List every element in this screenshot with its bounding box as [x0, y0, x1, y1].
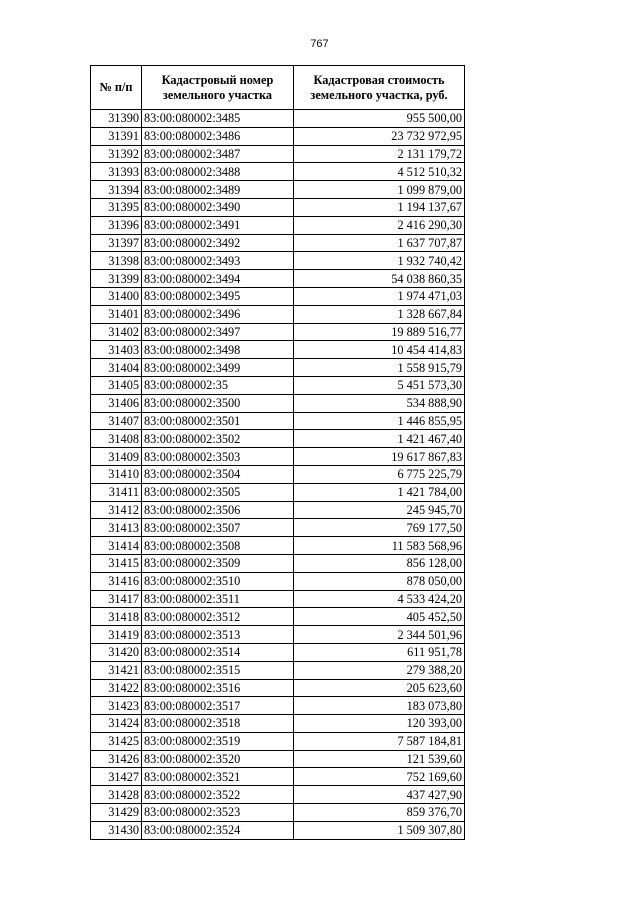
table-row [91, 430, 465, 448]
cadastral-number-cell: 83:00:080002:3507 [142, 519, 294, 537]
cadastral-value-cell: 120 393,00 [294, 715, 465, 733]
cadastral-number-cell: 83:00:080002:3522 [142, 786, 294, 804]
table-row [91, 501, 465, 519]
table-row [91, 821, 465, 839]
cadastral-number-cell: 83:00:080002:3501 [142, 412, 294, 430]
cadastral-number-cell: 83:00:080002:3496 [142, 305, 294, 323]
row-number-cell: 31414 [91, 537, 142, 555]
cadastral-number-cell: 83:00:080002:3487 [142, 145, 294, 163]
cadastral-value-cell: 279 388,20 [294, 661, 465, 679]
cadastral-value-cell: 1 509 307,80 [294, 821, 465, 839]
cadastral-number-cell: 83:00:080002:3490 [142, 198, 294, 216]
cadastral-value-cell: 955 500,00 [294, 110, 465, 128]
row-number-cell: 31416 [91, 572, 142, 590]
cadastral-value-cell: 183 073,80 [294, 697, 465, 715]
cadastral-value-cell: 54 038 860,35 [294, 270, 465, 288]
row-number-cell: 31418 [91, 608, 142, 626]
row-number-cell: 31402 [91, 323, 142, 341]
cadastral-value-cell: 5 451 573,30 [294, 376, 465, 394]
table-row [91, 252, 465, 270]
cadastral-value-cell: 1 421 784,00 [294, 483, 465, 501]
table-row [91, 110, 465, 128]
cadastral-number-cell: 83:00:080002:3505 [142, 483, 294, 501]
cadastral-value-cell: 2 416 290,30 [294, 216, 465, 234]
cadastral-number-cell: 83:00:080002:3517 [142, 697, 294, 715]
table-row [91, 394, 465, 412]
cadastral-value-cell: 534 888,90 [294, 394, 465, 412]
row-number-cell: 31425 [91, 732, 142, 750]
table-row [91, 323, 465, 341]
row-number-cell: 31399 [91, 270, 142, 288]
row-number-cell: 31429 [91, 804, 142, 822]
row-number-cell: 31401 [91, 305, 142, 323]
cadastral-value-cell: 1 974 471,03 [294, 287, 465, 305]
cadastral-value-cell: 10 454 414,83 [294, 341, 465, 359]
row-number-cell: 31430 [91, 821, 142, 839]
cadastral-number-cell: 83:00:080002:3513 [142, 626, 294, 644]
page-number: 767 [310, 38, 329, 50]
cadastral-value-cell: 437 427,90 [294, 786, 465, 804]
cadastral-value-cell: 752 169,60 [294, 768, 465, 786]
cadastral-number-cell: 83:00:080002:3515 [142, 661, 294, 679]
table-row [91, 554, 465, 572]
table-row [91, 216, 465, 234]
table-row [91, 270, 465, 288]
cadastral-number-cell: 83:00:080002:3493 [142, 252, 294, 270]
row-number-cell: 31398 [91, 252, 142, 270]
cadastral-number-cell: 83:00:080002:3516 [142, 679, 294, 697]
table-row [91, 483, 465, 501]
row-number-cell: 31423 [91, 697, 142, 715]
cadastral-value-cell: 769 177,50 [294, 519, 465, 537]
cadastral-number-cell: 83:00:080002:3485 [142, 110, 294, 128]
cadastral-number-cell: 83:00:080002:3506 [142, 501, 294, 519]
cadastral-value-cell: 1 558 915,79 [294, 359, 465, 377]
table-row [91, 465, 465, 483]
cadastral-number-cell: 83:00:080002:3508 [142, 537, 294, 555]
row-number-cell: 31422 [91, 679, 142, 697]
row-number-cell: 31411 [91, 483, 142, 501]
row-number-cell: 31396 [91, 216, 142, 234]
table-row [91, 519, 465, 537]
cadastral-value-cell: 405 452,50 [294, 608, 465, 626]
table-row [91, 572, 465, 590]
cadastral-number-cell: 83:00:080002:3503 [142, 448, 294, 466]
cadastral-number-cell: 83:00:080002:3514 [142, 643, 294, 661]
table-row [91, 234, 465, 252]
table-row [91, 590, 465, 608]
cadastral-number-cell: 83:00:080002:35 [142, 376, 294, 394]
row-number-cell: 31407 [91, 412, 142, 430]
table-row [91, 359, 465, 377]
cadastral-value-cell: 1 194 137,67 [294, 198, 465, 216]
cadastral-number-cell: 83:00:080002:3524 [142, 821, 294, 839]
table-row [91, 341, 465, 359]
row-number-cell: 31406 [91, 394, 142, 412]
table-row [91, 626, 465, 644]
cadastral-value-cell: 1 637 707,87 [294, 234, 465, 252]
cadastral-number-cell: 83:00:080002:3510 [142, 572, 294, 590]
cadastral-number-cell: 83:00:080002:3518 [142, 715, 294, 733]
table-row [91, 786, 465, 804]
cadastral-number-cell: 83:00:080002:3497 [142, 323, 294, 341]
header-cadastral-value: Кадастровая стоимость земельного участка, руб. [294, 66, 465, 110]
cadastral-number-cell: 83:00:080002:3488 [142, 163, 294, 181]
row-number-cell: 31404 [91, 359, 142, 377]
cadastral-number-cell: 83:00:080002:3491 [142, 216, 294, 234]
cadastral-value-cell: 6 775 225,79 [294, 465, 465, 483]
cadastral-number-cell: 83:00:080002:3492 [142, 234, 294, 252]
table-header-row [91, 66, 465, 110]
header-cadastral-number: Кадастровый номер земельного участка [142, 66, 294, 110]
cadastral-table [90, 65, 465, 840]
table-row [91, 732, 465, 750]
row-number-cell: 31413 [91, 519, 142, 537]
row-number-cell: 31405 [91, 376, 142, 394]
cadastral-value-cell: 1 446 855,95 [294, 412, 465, 430]
cadastral-number-cell: 83:00:080002:3498 [142, 341, 294, 359]
row-number-cell: 31394 [91, 181, 142, 199]
row-number-cell: 31426 [91, 750, 142, 768]
row-number-cell: 31415 [91, 554, 142, 572]
table-row [91, 163, 465, 181]
cadastral-number-cell: 83:00:080002:3519 [142, 732, 294, 750]
cadastral-number-cell: 83:00:080002:3509 [142, 554, 294, 572]
cadastral-value-cell: 7 587 184,81 [294, 732, 465, 750]
table-row [91, 750, 465, 768]
row-number-cell: 31427 [91, 768, 142, 786]
cadastral-value-cell: 878 050,00 [294, 572, 465, 590]
table-row [91, 715, 465, 733]
cadastral-value-cell: 859 376,70 [294, 804, 465, 822]
cadastral-number-cell: 83:00:080002:3511 [142, 590, 294, 608]
table-row [91, 145, 465, 163]
cadastral-value-cell: 11 583 568,96 [294, 537, 465, 555]
row-number-cell: 31403 [91, 341, 142, 359]
cadastral-number-cell: 83:00:080002:3520 [142, 750, 294, 768]
row-number-cell: 31410 [91, 465, 142, 483]
cadastral-number-cell: 83:00:080002:3486 [142, 127, 294, 145]
table-row [91, 643, 465, 661]
cadastral-value-cell: 245 945,70 [294, 501, 465, 519]
cadastral-number-cell: 83:00:080002:3504 [142, 465, 294, 483]
cadastral-number-cell: 83:00:080002:3499 [142, 359, 294, 377]
cadastral-number-cell: 83:00:080002:3523 [142, 804, 294, 822]
table-row [91, 305, 465, 323]
cadastral-value-cell: 121 539,60 [294, 750, 465, 768]
row-number-cell: 31421 [91, 661, 142, 679]
cadastral-value-cell: 19 617 867,83 [294, 448, 465, 466]
cadastral-value-cell: 4 512 510,32 [294, 163, 465, 181]
cadastral-value-cell: 2 131 179,72 [294, 145, 465, 163]
table-row [91, 181, 465, 199]
row-number-cell: 31409 [91, 448, 142, 466]
row-number-cell: 31412 [91, 501, 142, 519]
table-row [91, 376, 465, 394]
cadastral-number-cell: 83:00:080002:3495 [142, 287, 294, 305]
header-row-number: № п/п [91, 66, 142, 110]
row-number-cell: 31393 [91, 163, 142, 181]
row-number-cell: 31419 [91, 626, 142, 644]
cadastral-value-cell: 611 951,78 [294, 643, 465, 661]
table-row [91, 537, 465, 555]
table-row [91, 608, 465, 626]
cadastral-number-cell: 83:00:080002:3500 [142, 394, 294, 412]
table-row [91, 412, 465, 430]
cadastral-value-cell: 1 421 467,40 [294, 430, 465, 448]
row-number-cell: 31400 [91, 287, 142, 305]
table-row [91, 804, 465, 822]
row-number-cell: 31397 [91, 234, 142, 252]
cadastral-number-cell: 83:00:080002:3521 [142, 768, 294, 786]
cadastral-value-cell: 856 128,00 [294, 554, 465, 572]
row-number-cell: 31428 [91, 786, 142, 804]
table-row [91, 661, 465, 679]
cadastral-value-cell: 19 889 516,77 [294, 323, 465, 341]
table-row [91, 198, 465, 216]
cadastral-number-cell: 83:00:080002:3512 [142, 608, 294, 626]
row-number-cell: 31408 [91, 430, 142, 448]
cadastral-value-cell: 2 344 501,96 [294, 626, 465, 644]
cadastral-value-cell: 1 099 879,00 [294, 181, 465, 199]
cadastral-value-cell: 1 932 740,42 [294, 252, 465, 270]
cadastral-value-cell: 4 533 424,20 [294, 590, 465, 608]
row-number-cell: 31391 [91, 127, 142, 145]
cadastral-value-cell: 205 623,60 [294, 679, 465, 697]
row-number-cell: 31424 [91, 715, 142, 733]
table-row [91, 679, 465, 697]
row-number-cell: 31417 [91, 590, 142, 608]
cadastral-value-cell: 23 732 972,95 [294, 127, 465, 145]
table-row [91, 448, 465, 466]
table-row [91, 287, 465, 305]
row-number-cell: 31395 [91, 198, 142, 216]
cadastral-number-cell: 83:00:080002:3489 [142, 181, 294, 199]
row-number-cell: 31392 [91, 145, 142, 163]
table-row [91, 127, 465, 145]
table-body [91, 110, 465, 840]
table-row [91, 768, 465, 786]
table-row [91, 697, 465, 715]
cadastral-value-cell: 1 328 667,84 [294, 305, 465, 323]
cadastral-number-cell: 83:00:080002:3502 [142, 430, 294, 448]
row-number-cell: 31420 [91, 643, 142, 661]
cadastral-number-cell: 83:00:080002:3494 [142, 270, 294, 288]
row-number-cell: 31390 [91, 110, 142, 128]
